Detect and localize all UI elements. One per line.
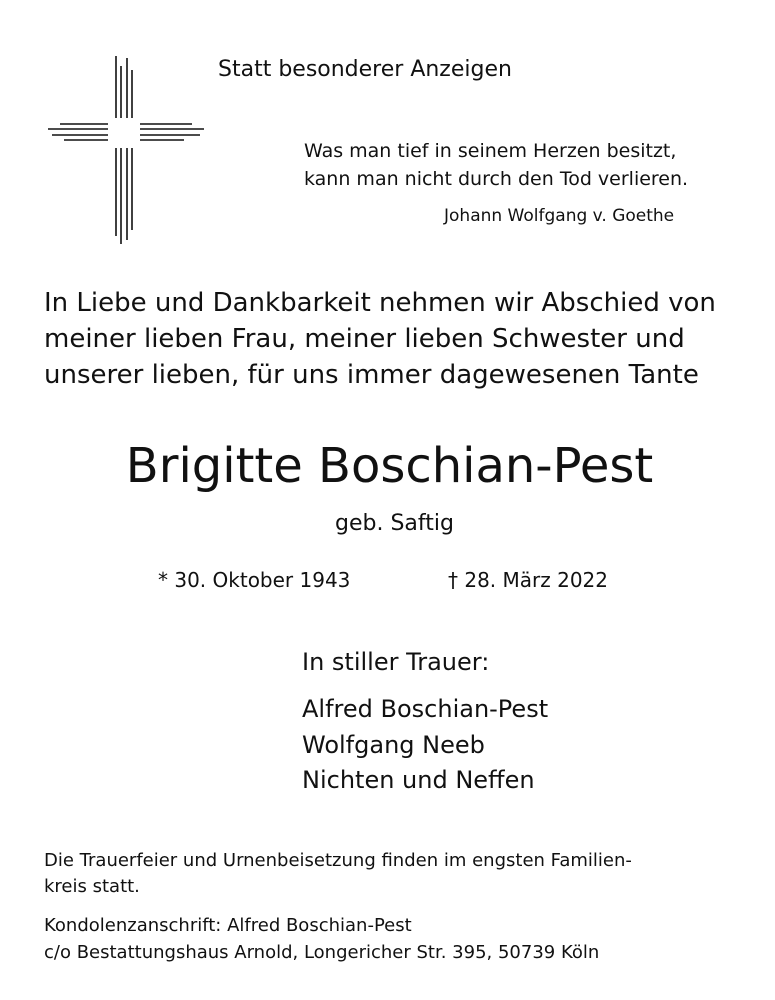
mourners-heading: In stiller Trauer:: [302, 648, 490, 676]
condolence-address-line-2: c/o Bestattungshaus Arnold, Longericher Str. 395, 50739 Köln: [44, 942, 600, 963]
header-title: Statt besonderer Anzeigen: [218, 57, 512, 82]
birth-date: * 30. Oktober 1943: [158, 568, 351, 592]
maiden-name: geb. Saftig: [335, 511, 454, 536]
quote-author: Johann Wolfgang v. Goethe: [444, 206, 675, 226]
intro-line-2: meiner lieben Frau, meiner lieben Schwester und: [44, 324, 685, 354]
intro-line-3: unserer lieben, für uns immer dagewesenen Tante: [44, 360, 699, 390]
death-date: † 28. März 2022: [448, 568, 609, 592]
deceased-name: Brigitte Boschian-Pest: [125, 438, 654, 494]
condolence-address-line-1: Kondolenzanschrift: Alfred Boschian-Pest: [44, 915, 412, 936]
quote-line-2: kann man nicht durch den Tod verlieren.: [304, 168, 689, 190]
mourner-name: Alfred Boschian-Pest: [302, 695, 549, 723]
notice-line-1: Die Trauerfeier und Urnenbeisetzung finden im engsten Familien-: [44, 850, 632, 871]
mourner-name: Nichten und Neffen: [302, 766, 535, 794]
quote-line-1: Was man tief in seinem Herzen besitzt,: [304, 140, 677, 162]
notice-line-2: kreis statt.: [44, 876, 140, 897]
mourner-name: Wolfgang Neeb: [302, 731, 485, 759]
cross-icon: [46, 54, 208, 246]
intro-line-1: In Liebe und Dankbarkeit nehmen wir Abschied von: [44, 288, 716, 318]
